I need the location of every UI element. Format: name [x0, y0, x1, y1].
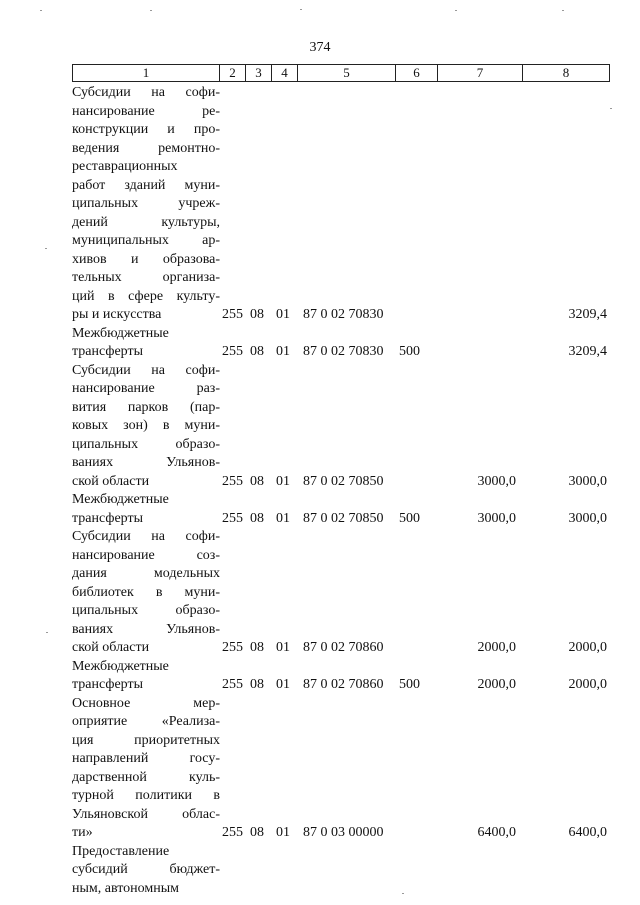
table-body: [72, 84, 610, 898]
row-description: [72, 843, 220, 899]
header-col-1: 1: [73, 65, 220, 81]
cell-col-4: 01: [276, 344, 290, 359]
description-line: ской области: [72, 473, 150, 489]
cell-col-7: 2000,0: [477, 677, 516, 692]
table-row: [72, 528, 610, 658]
description-line: ций в сфере культу-: [72, 288, 220, 304]
cell-col-8: 3000,0: [568, 473, 607, 489]
cell-col-2: 255: [222, 344, 243, 359]
cell-col-5: 87 0 03 00000: [303, 825, 384, 840]
header-col-2: 2: [220, 65, 246, 81]
description-line: ти»: [72, 825, 93, 840]
description-line: ваниях Ульянов-: [72, 455, 220, 470]
cell-col-6: 500: [399, 344, 420, 359]
row-description: [72, 658, 220, 695]
cell-col-4: 01: [276, 307, 290, 322]
description-line: ведения ремонтно-: [72, 140, 220, 156]
cell-col-7: 3000,0: [477, 510, 516, 526]
description-line: дений культуры,: [72, 214, 220, 230]
cell-col-4: 01: [276, 640, 290, 655]
cell-col-6: 500: [399, 677, 420, 692]
table-row: [72, 362, 610, 492]
cell-col-7: 3000,0: [477, 473, 516, 489]
header-col-7: 7: [438, 65, 523, 81]
cell-col-8: 6400,0: [568, 825, 607, 840]
cell-col-3: 08: [250, 473, 264, 489]
description-line: реставрационных: [72, 159, 178, 174]
description-line: дарственной куль-: [72, 769, 220, 785]
cell-col-3: 08: [250, 677, 264, 692]
header-col-6: 6: [396, 65, 438, 81]
description-line: Предоставление: [72, 843, 170, 859]
cell-col-5: 87 0 02 70830: [303, 344, 384, 359]
cell-col-4: 01: [276, 510, 290, 526]
description-line: дания модельных: [72, 566, 220, 581]
description-line: оприятие «Реализа-: [72, 714, 220, 729]
cell-col-4: 01: [276, 677, 290, 692]
header-col-3: 3: [246, 65, 272, 81]
cell-col-3: 08: [250, 510, 264, 526]
cell-col-8: 2000,0: [568, 640, 607, 655]
description-line: вития парков (пар-: [72, 399, 220, 415]
row-description: [72, 362, 220, 492]
table-header-row: [72, 64, 610, 82]
description-line: Ульяновской облас-: [72, 806, 220, 822]
cell-col-7: 2000,0: [477, 640, 516, 655]
cell-col-2: 255: [222, 510, 243, 526]
description-line: ваниях Ульянов-: [72, 621, 220, 637]
cell-col-2: 255: [222, 307, 243, 322]
description-line: трансферты: [72, 510, 144, 526]
cell-col-8: 3209,4: [568, 307, 607, 322]
description-line: субсидий бюджет-: [72, 862, 220, 877]
description-line: нансирование соз-: [72, 547, 220, 563]
table-row: [72, 843, 610, 899]
description-line: направлений госу-: [72, 751, 220, 766]
description-line: Субсидии на софи-: [72, 85, 220, 100]
cell-col-4: 01: [276, 473, 290, 489]
cell-col-3: 08: [250, 307, 264, 322]
description-line: Субсидии на софи-: [72, 362, 220, 378]
cell-col-2: 255: [222, 640, 243, 655]
row-description: [72, 528, 220, 658]
description-line: библиотек в муни-: [72, 584, 220, 600]
table-row: [72, 658, 610, 695]
description-line: Субсидии на софи-: [72, 529, 220, 544]
table-row: [72, 695, 610, 843]
description-line: муниципальных ар-: [72, 233, 220, 248]
cell-col-6: 500: [399, 510, 420, 526]
description-line: трансферты: [72, 677, 144, 692]
cell-col-3: 08: [250, 344, 264, 359]
page-number: 374: [309, 40, 331, 55]
cell-col-2: 255: [222, 825, 243, 840]
header-col-4: 4: [272, 65, 298, 81]
row-description: [72, 491, 220, 528]
cell-col-5: 87 0 02 70860: [303, 677, 384, 692]
description-line: нансирование раз-: [72, 381, 220, 396]
cell-col-5: 87 0 02 70830: [303, 307, 384, 322]
cell-col-5: 87 0 02 70860: [303, 640, 384, 655]
cell-col-8: 2000,0: [568, 677, 607, 692]
description-line: Межбюджетные: [72, 325, 169, 341]
cell-col-8: 3209,4: [568, 344, 607, 359]
cell-col-2: 255: [222, 677, 243, 692]
description-line: ры и искусства: [72, 307, 162, 322]
table-row: [72, 491, 610, 528]
description-line: ципальных учреж-: [72, 196, 220, 211]
header-col-5: 5: [298, 65, 396, 81]
description-line: ковых зон) в муни-: [72, 418, 220, 433]
header-col-8: 8: [562, 65, 570, 80]
row-description: [72, 84, 220, 325]
table-row: [72, 84, 610, 325]
cell-col-3: 08: [250, 640, 264, 655]
description-line: ципальных образо-: [72, 603, 220, 618]
cell-col-3: 08: [250, 825, 264, 840]
row-description: [72, 325, 220, 362]
cell-col-8: 3000,0: [568, 510, 607, 526]
description-line: Межбюджетные: [72, 658, 169, 674]
description-line: ция приоритетных: [72, 732, 220, 748]
cell-col-7: 6400,0: [477, 825, 516, 840]
description-line: Межбюджетные: [72, 492, 169, 507]
row-description: [72, 695, 220, 843]
table-row: [72, 325, 610, 362]
description-line: Основное мер-: [72, 695, 220, 711]
description-line: работ зданий муни-: [72, 177, 220, 193]
description-line: ской области: [72, 640, 150, 655]
description-line: нансирование ре-: [72, 103, 220, 119]
description-line: турной политики в: [72, 788, 220, 803]
description-line: ципальных образо-: [72, 436, 220, 452]
description-line: конструкции и про-: [72, 122, 220, 137]
cell-col-2: 255: [222, 473, 243, 489]
cell-col-5: 87 0 02 70850: [303, 510, 384, 526]
cell-col-4: 01: [276, 825, 290, 840]
description-line: тельных организа-: [72, 270, 220, 285]
description-line: трансферты: [72, 344, 144, 359]
description-line: хивов и образова-: [72, 251, 220, 267]
cell-col-5: 87 0 02 70850: [303, 473, 384, 489]
description-line: ным, автономным: [72, 880, 180, 896]
